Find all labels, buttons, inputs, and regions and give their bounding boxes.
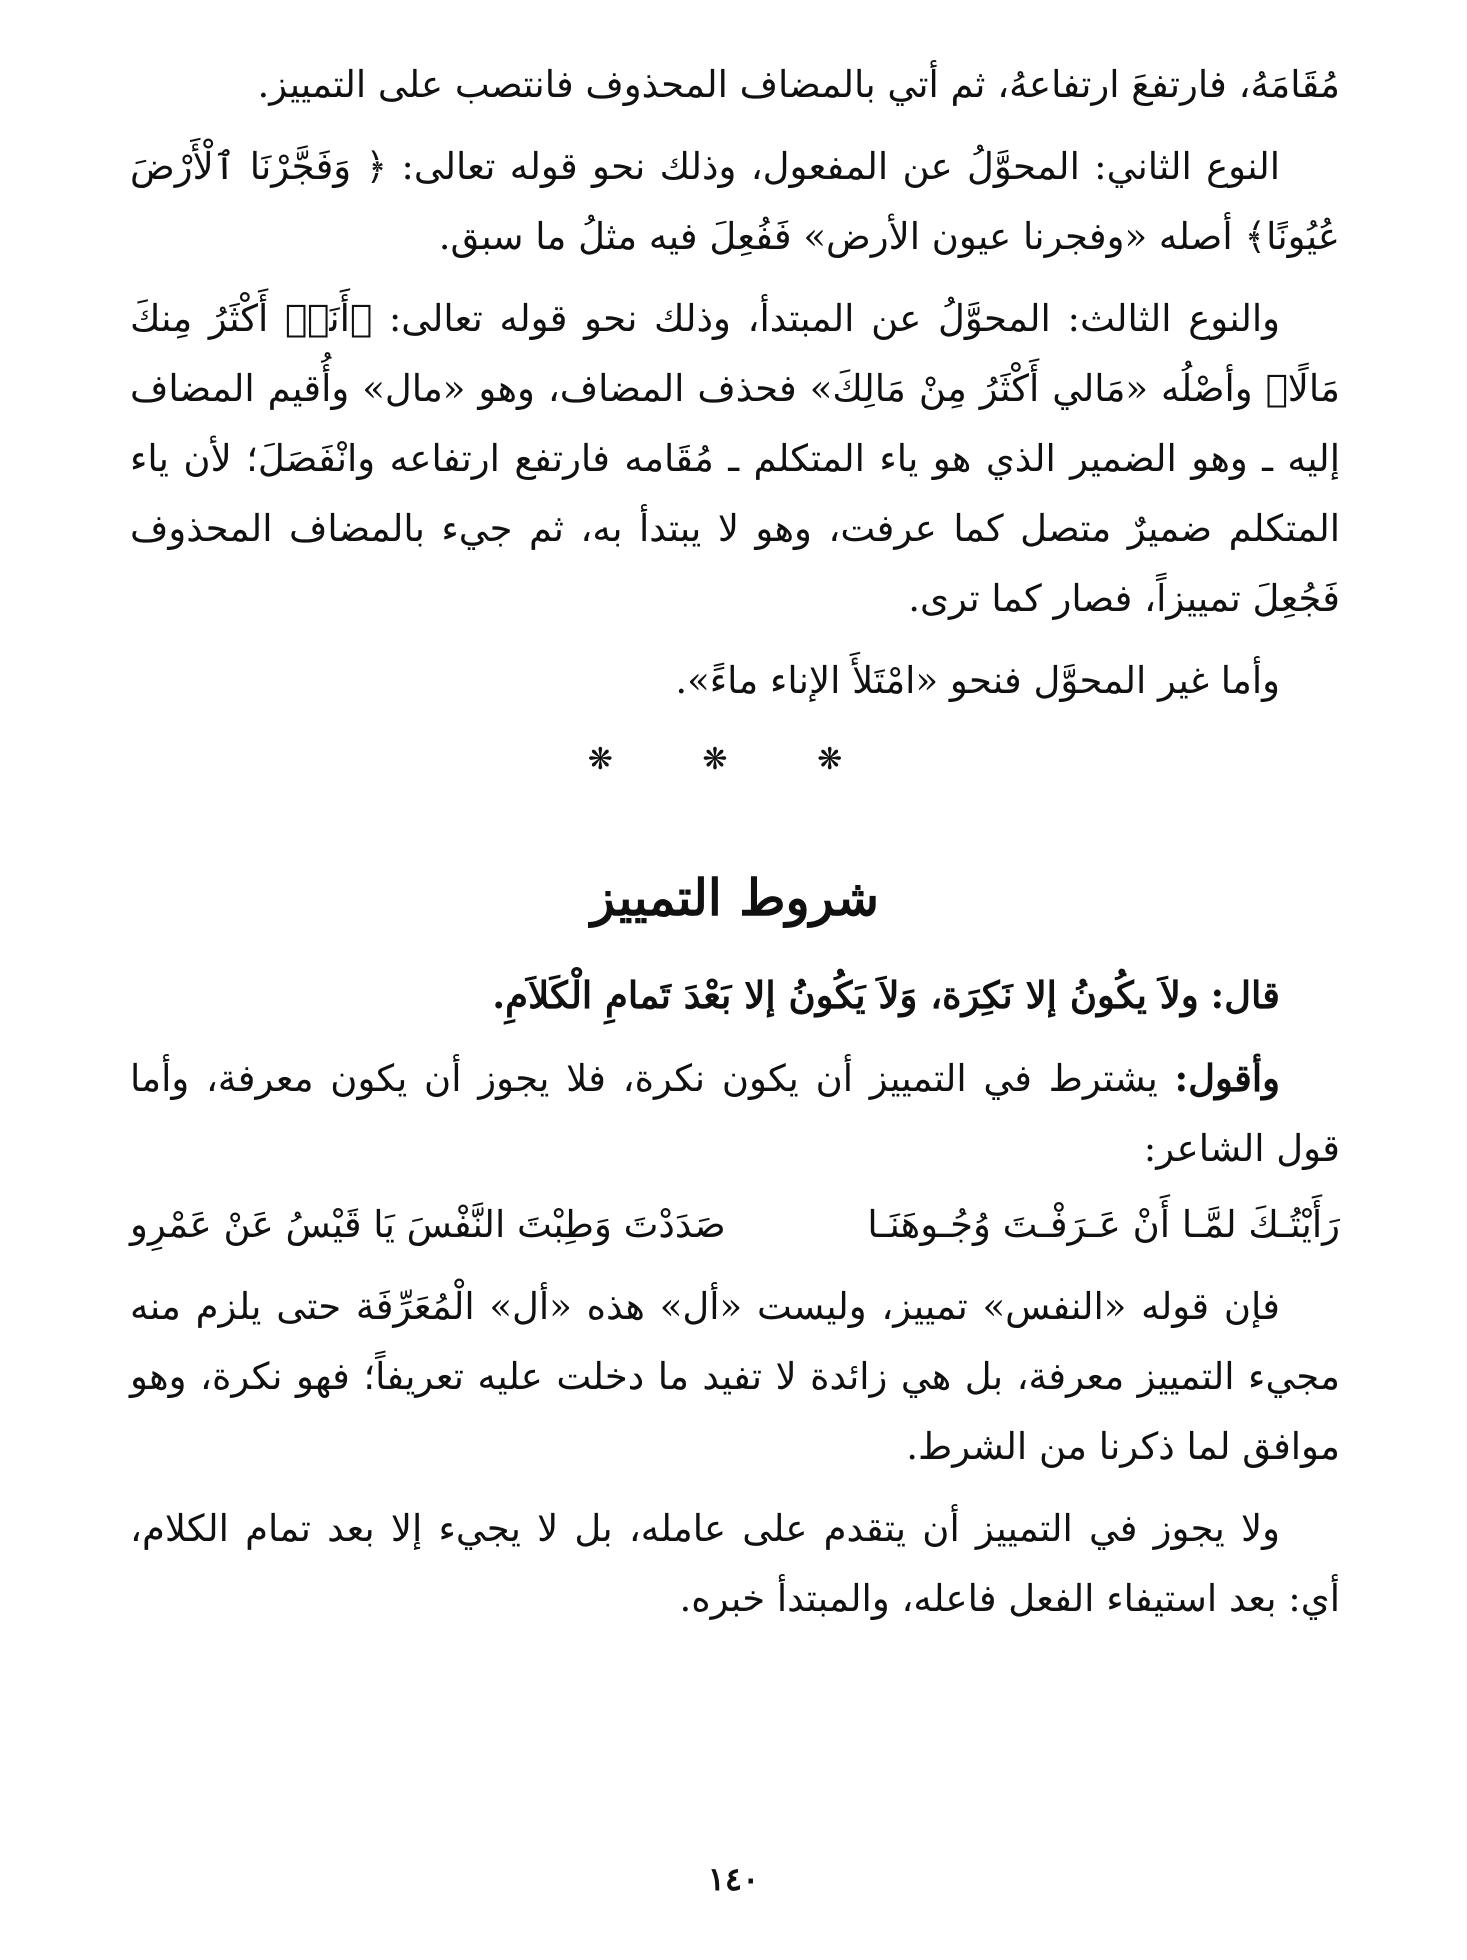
paragraph-3: والنوع الثالث: المحوَّلُ عن المبتدأ، وذلك نحو قوله تعالى: ﴿أَنَا۠ أَكْثَرُ مِنكَ مَالًا﴾ وأصْلُه «مَالي أَكْثَرُ مِنْ مَالِكَ» فحذف المضاف، وهو «مال» وأُقيم المضاف إليه ـ وهو الضمير الذي هو ياء المتكلم ـ مُقَامه فارتفع ارتفاعه وانْفَصَلَ؛ لأن ياء المتكلم ضميرٌ متصل كما عرفت، وهو لا يبتدأ به، ثم جيء بالمضاف المحذوف فَجُعِلَ تمييزاً، فصار كما ترى. [130, 297, 1340, 620]
paragraph-5: فإن قوله «النفس» تمييز، وليست «أل» هذه «أل» الْمُعَرِّفَة حتى يلزم منه مجيء التمييز معرفة، بل هي زائدة لا تفيد ما دخلت عليه تعريفاً؛ فهو نكرة، وهو موافق لما ذكرنا من الشرط. [130, 1285, 1340, 1468]
verse-hemistich-1: رَأَيْتُـكَ لمَّـا أَنْ عَـرَفْـتَ وُجُـوهَنَـا [867, 1203, 1340, 1246]
aqul-paragraph [130, 1043, 1340, 1184]
paragraph-4: وأما غير المحوَّل فنحو «امْتَلأَ الإناء ماءً». [675, 659, 1280, 702]
section-title: شروط التمييز [590, 868, 880, 927]
qal-paragraph [130, 960, 1340, 1031]
paragraph-2: النوع الثاني: المحوَّلُ عن المفعول، وذلك نحو قوله تعالى: ﴿ وَفَجَّرْنَا ٱلْأَرْضَ عُيُونًا﴾ أصله «وفجرنا عيون الأرض» فَفُعِلَ فيه مثلُ ما سبق. [130, 145, 1340, 258]
page-body [130, 50, 1340, 1634]
paragraph-1: مُقَامَهُ، فارتفعَ ارتفاعهُ، ثم أتي بالمضاف المحذوف فانتصب على التمييز. [257, 63, 1340, 106]
aqul-label: وأقول: [1174, 1056, 1281, 1100]
separator-stars: ❋ ❋ ❋ [587, 742, 883, 777]
paragraph-6: ولا يجوز في التمييز أن يتقدم على عامله، بل لا يجيء إلا بعد تمام الكلام، أي: بعد استيفاء الفعل فاعله، والمبتدأ خبره. [130, 1507, 1340, 1620]
aqul-text: يشترط في التمييز أن يكون نكرة، فلا يجوز أن يكون معرفة، وأما قول الشاعر: [130, 1057, 1340, 1170]
qal-text: ولاَ يكُونُ إلا نَكِرَة، وَلاَ يَكُونُ إلا بَعْدَ تَمامِ الْكَلاَمِ. [492, 973, 1199, 1017]
poetry-verse [130, 1190, 1340, 1260]
qal-label: قال: [1210, 973, 1280, 1017]
page-number: ١٤٠ [707, 1860, 760, 1898]
verse-hemistich-2: صَدَدْتَ وَطِبْتَ النَّفْسَ يَا قَيْسُ عَنْ عَمْرِو [130, 1203, 726, 1246]
